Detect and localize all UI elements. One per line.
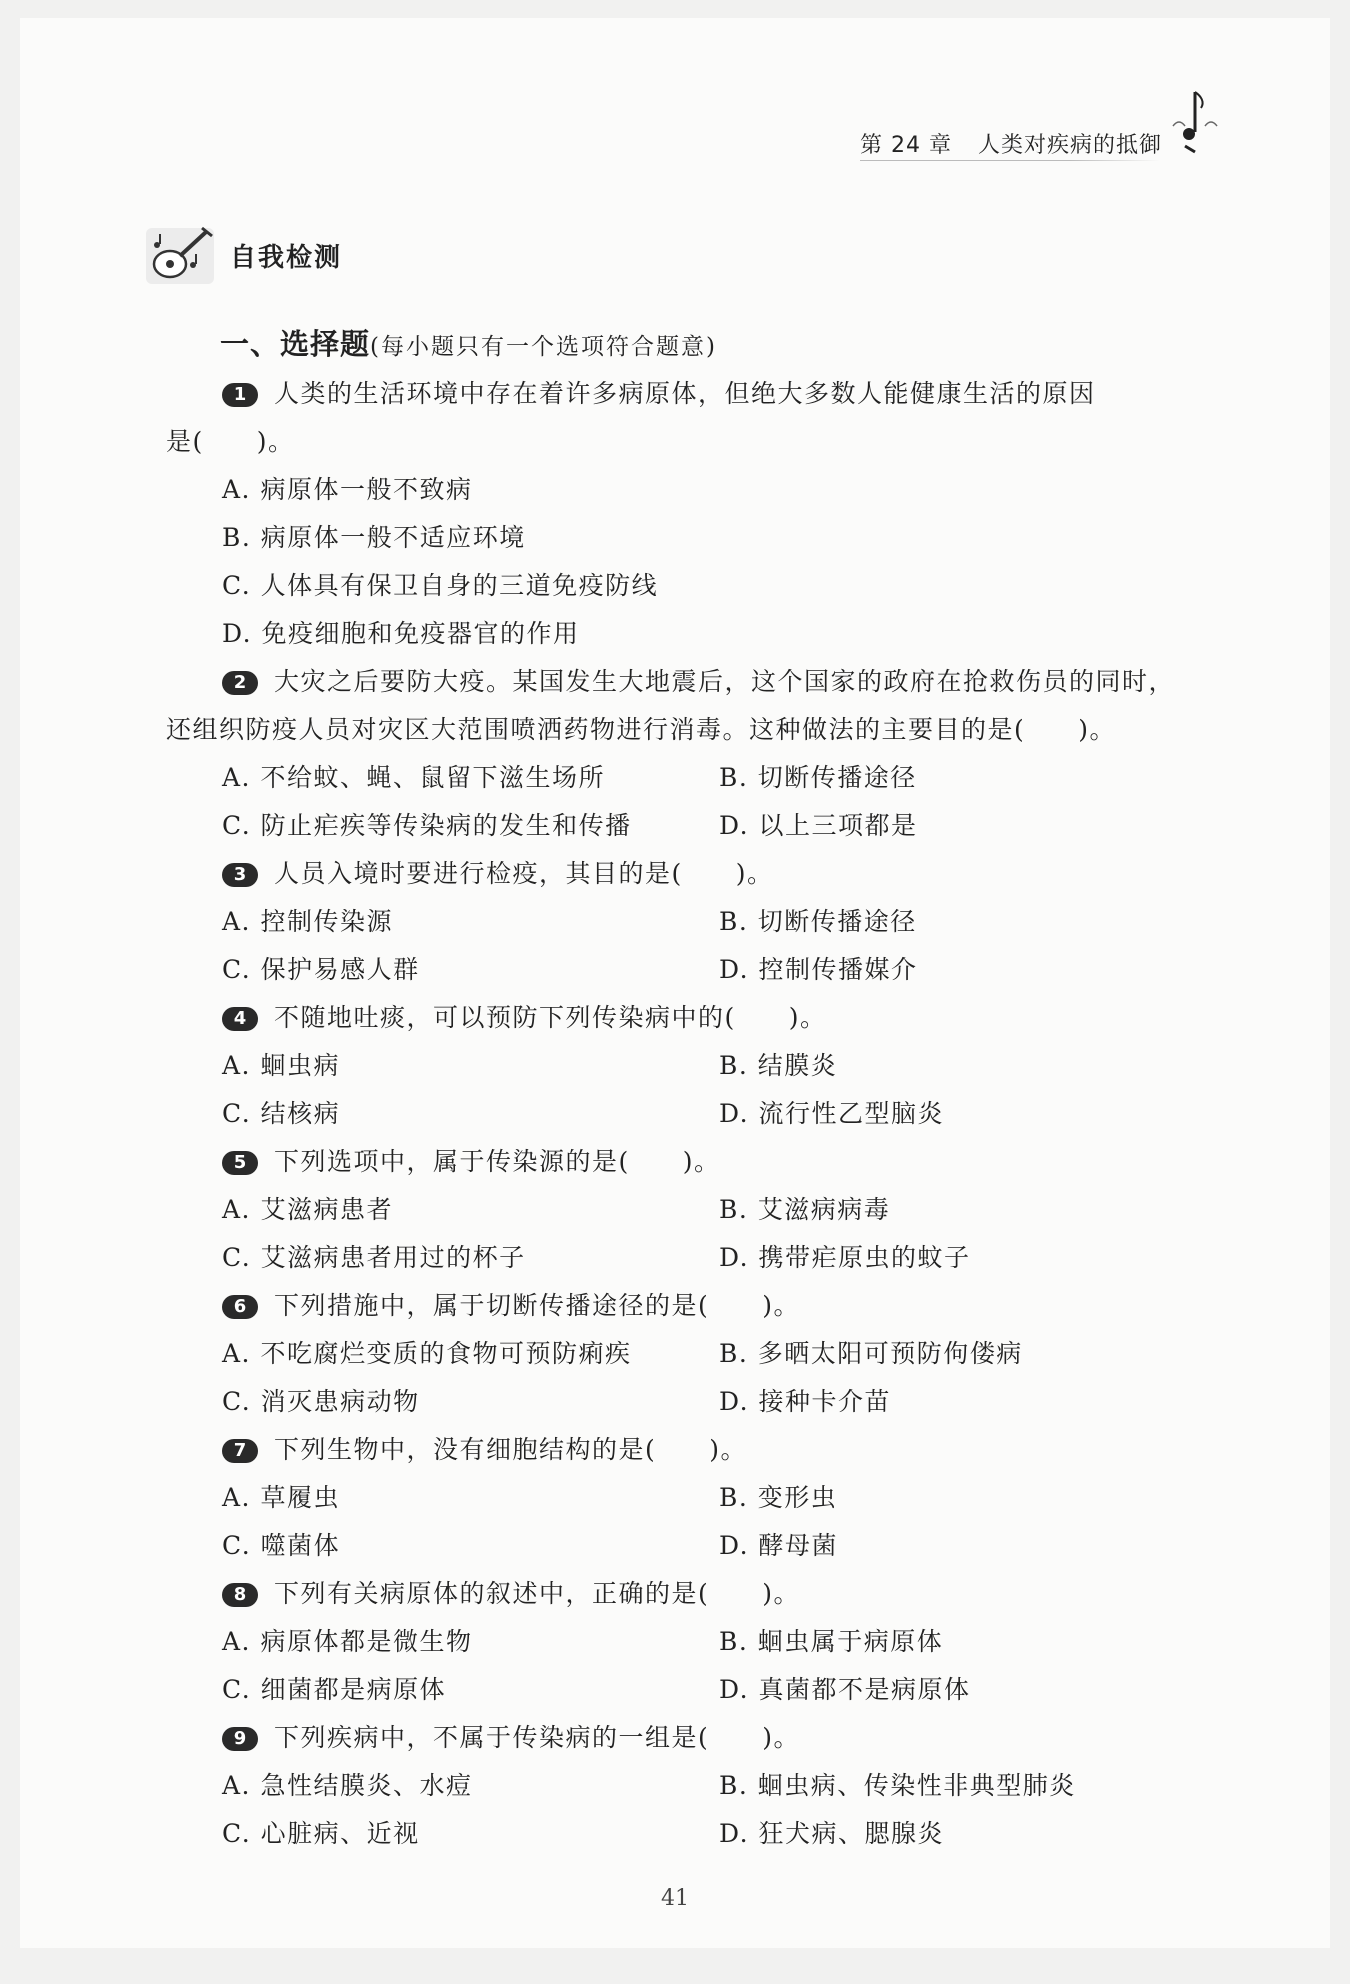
question-stem <box>166 1570 1216 1618</box>
chapter-title: 人类对疾病的抵御 <box>977 133 1162 158</box>
question-stem <box>166 1138 1216 1186</box>
music-note-ornament-icon <box>1165 86 1225 156</box>
question-text: 人员入境时要进行检疫，其目的是( )。 <box>274 859 774 888</box>
option-row <box>166 1186 1216 1234</box>
question-stem <box>166 1282 1216 1330</box>
question-stem <box>166 850 1216 898</box>
option-row <box>166 754 1216 802</box>
option: C. 艾滋病患者用过的杯子 <box>222 1243 526 1272</box>
question-number: 7 <box>222 1439 258 1463</box>
question-number: 3 <box>222 863 258 887</box>
guitar-icon <box>140 220 220 290</box>
page-number: 41 <box>661 1886 689 1911</box>
question-text: 下列选项中，属于传染源的是( )。 <box>274 1147 721 1176</box>
option: D. 真菌都不是病原体 <box>719 1675 971 1704</box>
question-number: 9 <box>222 1727 258 1751</box>
question-stem <box>166 994 1216 1042</box>
option: A. 急性结膜炎、水痘 <box>222 1771 473 1800</box>
question-number: 4 <box>222 1007 258 1031</box>
option: D. 酵母菌 <box>719 1531 839 1560</box>
chapter-header <box>860 128 1162 159</box>
option-row <box>166 1090 1216 1138</box>
option: C. 人体具有保卫自身的三道免疫防线 <box>222 571 659 600</box>
option: B. 切断传播途径 <box>719 907 917 936</box>
option: B. 蛔虫病、传染性非典型肺炎 <box>719 1771 1076 1800</box>
option-row <box>166 1666 1216 1714</box>
question-stem <box>166 1714 1216 1762</box>
question-stem <box>166 658 1216 706</box>
option: A. 控制传染源 <box>222 907 393 936</box>
option: D. 携带疟原虫的蚊子 <box>719 1243 971 1272</box>
option: B. 艾滋病病毒 <box>719 1195 891 1224</box>
part-heading <box>220 318 1216 370</box>
option: B. 变形虫 <box>719 1483 838 1512</box>
question-stem <box>166 1426 1216 1474</box>
option-row <box>166 898 1216 946</box>
option-row <box>166 802 1216 850</box>
question-stem-continued: 还组织防疫人员对灾区大范围喷洒药物进行消毒。这种做法的主要目的是( )。 <box>166 715 1117 744</box>
part-note: (每小题只有一个选项符合题意) <box>370 334 717 360</box>
question-number: 1 <box>222 383 258 407</box>
question-stem <box>166 370 1216 418</box>
section-heading <box>140 220 342 290</box>
option: A. 草履虫 <box>222 1483 340 1512</box>
option: C. 结核病 <box>222 1099 341 1128</box>
option-row <box>166 1762 1216 1810</box>
option-row <box>166 1234 1216 1282</box>
option: A. 艾滋病患者 <box>222 1195 393 1224</box>
option-row <box>166 946 1216 994</box>
option-row <box>166 1618 1216 1666</box>
option: B. 病原体一般不适应环境 <box>222 523 526 552</box>
option: A. 蛔虫病 <box>222 1051 340 1080</box>
question-text: 下列疾病中，不属于传染病的一组是( )。 <box>274 1723 801 1752</box>
section-title: 自我检测 <box>230 242 343 273</box>
option: D. 狂犬病、腮腺炎 <box>719 1819 945 1848</box>
question-number: 6 <box>222 1295 258 1319</box>
option: D. 流行性乙型脑炎 <box>719 1099 945 1128</box>
option: C. 消灭患病动物 <box>222 1387 420 1416</box>
question-number: 5 <box>222 1151 258 1175</box>
option-row <box>166 1810 1216 1858</box>
option: A. 病原体一般不致病 <box>222 475 473 504</box>
option: D. 免疫细胞和免疫器官的作用 <box>222 619 580 648</box>
question-text: 下列生物中，没有细胞结构的是( )。 <box>274 1435 748 1464</box>
header-divider <box>860 160 1160 161</box>
option: A. 病原体都是微生物 <box>222 1627 473 1656</box>
option: D. 控制传播媒介 <box>719 955 918 984</box>
option-row <box>166 1330 1216 1378</box>
page <box>20 18 1330 1948</box>
question-text: 下列措施中，属于切断传播途径的是( )。 <box>274 1291 801 1320</box>
option: D. 接种卡介苗 <box>719 1387 892 1416</box>
question-text: 下列有关病原体的叙述中，正确的是( )。 <box>274 1579 801 1608</box>
part-title: 一、选择题 <box>220 327 371 361</box>
option: C. 防止疟疾等传染病的发生和传播 <box>222 811 632 840</box>
option: C. 心脏病、近视 <box>222 1819 420 1848</box>
question-list <box>166 318 1216 1858</box>
option: A. 不给蚊、蝇、鼠留下滋生场所 <box>222 763 605 792</box>
question-number: 8 <box>222 1583 258 1607</box>
option-row <box>166 1378 1216 1426</box>
option: B. 结膜炎 <box>719 1051 838 1080</box>
option: C. 噬菌体 <box>222 1531 341 1560</box>
option: D. 以上三项都是 <box>719 811 918 840</box>
option-row <box>166 1042 1216 1090</box>
option: B. 多晒太阳可预防佝偻病 <box>719 1339 1023 1368</box>
option-row <box>166 1474 1216 1522</box>
option: C. 保护易感人群 <box>222 955 420 984</box>
option-row <box>166 1522 1216 1570</box>
question-text: 人类的生活环境中存在着许多病原体，但绝大多数人能健康生活的原因 <box>274 379 1096 408</box>
question-text: 大灾之后要防大疫。某国发生大地震后，这个国家的政府在抢救伤员的同时， <box>274 667 1176 696</box>
option: C. 细菌都是病原体 <box>222 1675 447 1704</box>
question-number: 2 <box>222 671 258 695</box>
option: A. 不吃腐烂变质的食物可预防痢疾 <box>222 1339 632 1368</box>
question-text: 不随地吐痰，可以预防下列传染病中的( )。 <box>274 1003 827 1032</box>
option: B. 切断传播途径 <box>719 763 917 792</box>
option: B. 蛔虫属于病原体 <box>719 1627 944 1656</box>
chapter-number: 第 24 章 <box>860 133 952 158</box>
question-stem-continued: 是( )。 <box>166 427 295 456</box>
